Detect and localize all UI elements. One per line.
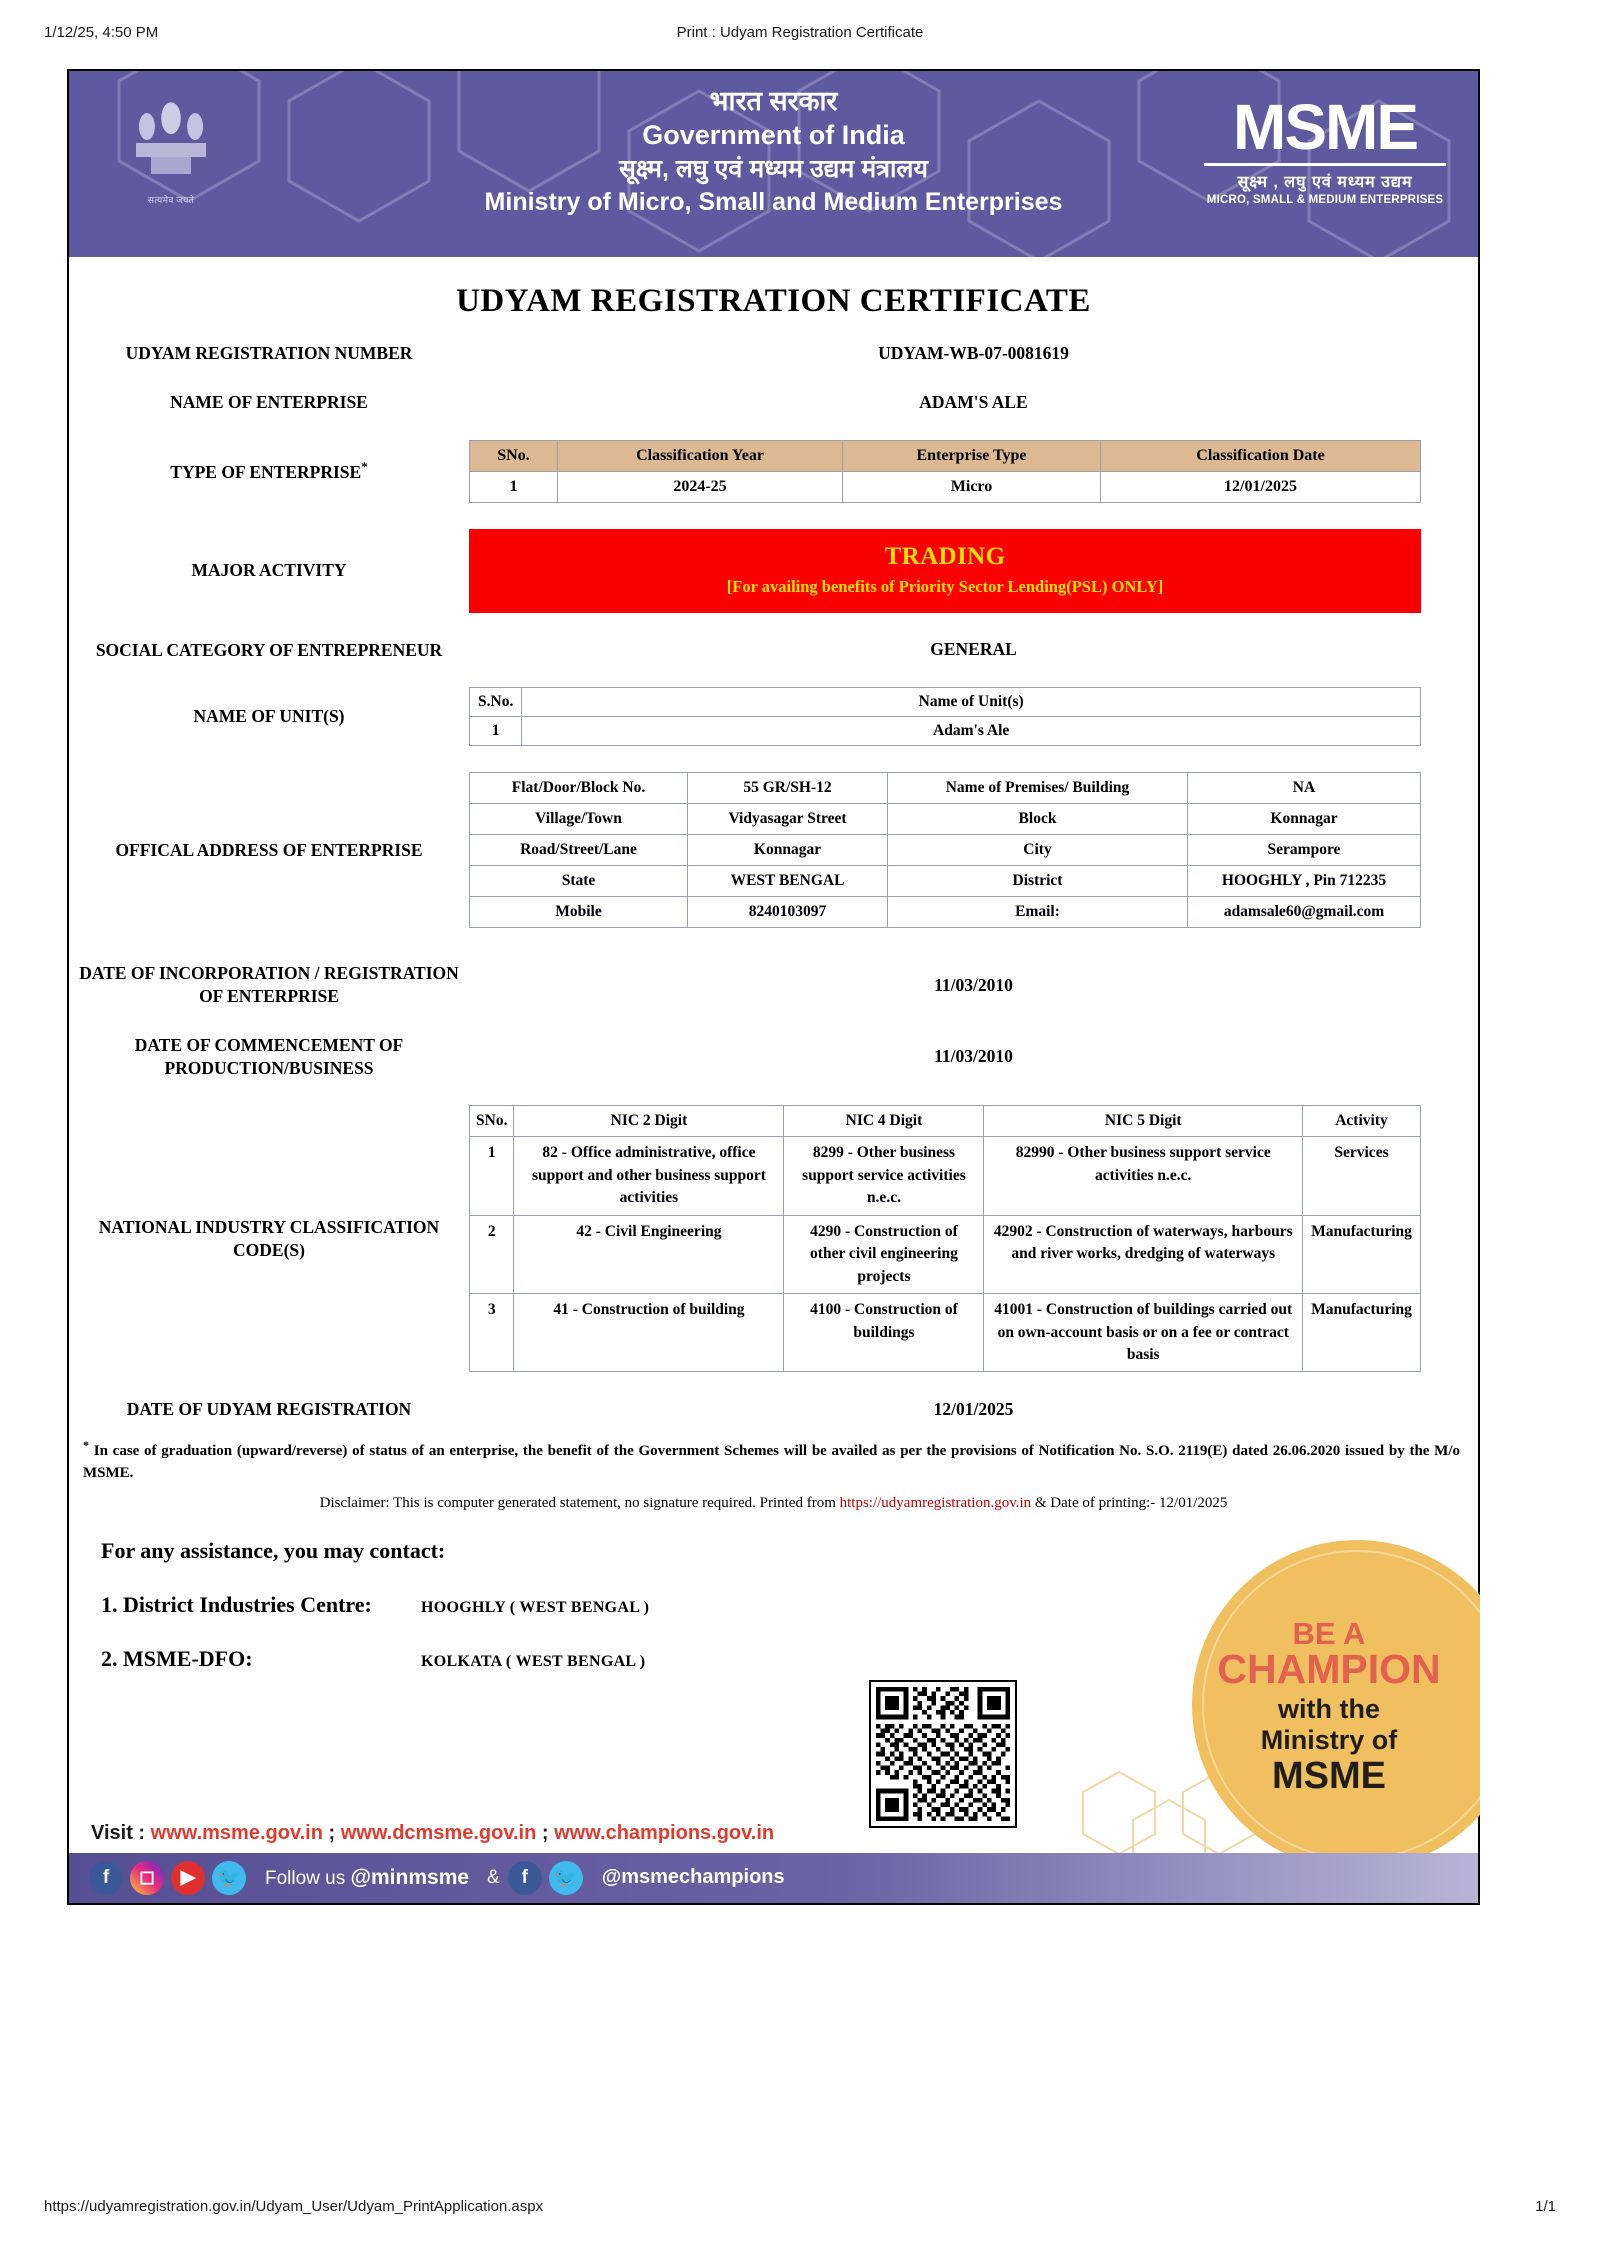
cell-addr-value-2: HOOGHLY , Pin 712235 [1188, 866, 1421, 897]
twitter-icon[interactable]: 🐦 [212, 1861, 246, 1895]
major-activity-main: TRADING [884, 542, 1006, 570]
instagram-icon[interactable]: ◻ [130, 1861, 164, 1895]
table-header-row [470, 440, 1421, 471]
official-address-table [469, 772, 1421, 928]
th-classification-year: Classification Year [558, 440, 843, 471]
name-of-units-table [469, 687, 1421, 746]
msme-logo-english: MICRO, SMALL & MEDIUM ENTERPRISES [1206, 193, 1444, 206]
cell-classification-date: 12/01/2025 [1101, 471, 1421, 502]
cell-nic-2-digit: 82 - Office administrative, office support and other business support activities [514, 1137, 784, 1215]
row-name-of-units [69, 687, 1478, 746]
contact-value-dfo: KOLKATA ( WEST BENGAL ) [421, 1652, 646, 1670]
row-social-category [69, 639, 1478, 662]
cell-addr-key-1: Road/Street/Lane [470, 835, 688, 866]
table-row [470, 1215, 1421, 1293]
champion-line-1: BE A [1292, 1615, 1366, 1651]
row-nic-codes [69, 1105, 1478, 1372]
handle-minmsme[interactable]: @minmsme [350, 1865, 470, 1889]
footnote-asterisk: * [83, 1438, 89, 1453]
visit-sep-2: ; [536, 1821, 555, 1844]
msme-logo [1200, 91, 1450, 206]
contact-label-dic: 1. District Industries Centre: [101, 1591, 372, 1617]
facebook-icon[interactable]: f [508, 1861, 542, 1895]
cell-activity: Services [1303, 1137, 1421, 1215]
cell-addr-key-2: District [888, 866, 1188, 897]
cell-addr-value-2: Serampore [1188, 835, 1421, 866]
table-row [470, 804, 1421, 835]
ministry-hindi: सूक्ष्म, लघु एवं मध्यम उद्यम मंत्रालय [619, 155, 928, 184]
nic-codes-table [469, 1105, 1421, 1372]
follow-us-text [265, 1866, 469, 1890]
cell-nic-5-digit: 41001 - Construction of buildings carried out on own-account basis or on a fee or contract basis [984, 1294, 1303, 1372]
banner-text [369, 85, 1178, 218]
champion-line-4: Ministry of [1260, 1724, 1398, 1755]
graduation-footnote [83, 1437, 1460, 1485]
visit-link-msme[interactable]: www.msme.gov.in [150, 1821, 323, 1844]
th-nic-4-digit: NIC 4 Digit [784, 1106, 984, 1137]
label-registration-number: UDYAM REGISTRATION NUMBER [125, 343, 413, 363]
gov-india-english: Government of India [642, 119, 905, 150]
row-official-address [69, 772, 1478, 928]
facebook-icon[interactable]: f [89, 1861, 123, 1895]
visit-link-champions[interactable]: www.champions.gov.in [554, 1821, 775, 1844]
th-nic-2-digit: NIC 2 Digit [514, 1106, 784, 1137]
print-footer-url: https://udyamregistration.gov.in/Udyam_User/Udyam_PrintApplication.aspx [44, 2198, 544, 2215]
cell-nic-5-digit: 82990 - Other business support service activities n.e.c. [984, 1137, 1303, 1215]
page-title: UDYAM REGISTRATION CERTIFICATE [456, 283, 1091, 319]
twitter-icon[interactable]: 🐦 [549, 1861, 583, 1895]
table-row [470, 1294, 1421, 1372]
th-sno: SNo. [470, 1106, 514, 1137]
table-row [470, 717, 1421, 746]
emblem-motto: सत्यमेव जयते [147, 195, 195, 205]
value-name-of-units [469, 687, 1478, 746]
udyam-portal-link[interactable]: https://udyamregistration.gov.in [839, 1494, 1032, 1511]
label-social-category: SOCIAL CATEGORY OF ENTREPRENEUR [95, 639, 443, 660]
assistance-section [69, 1512, 1478, 1812]
row-type-of-enterprise [69, 440, 1478, 503]
champion-line-2: CHAMPION [1217, 1645, 1441, 1692]
cell-sno: 1 [470, 1137, 514, 1215]
cell-nic-2-digit: 42 - Civil Engineering [514, 1215, 784, 1293]
government-banner [69, 71, 1478, 257]
value-type-of-enterprise [469, 440, 1478, 503]
visit-prefix: Visit : [91, 1821, 151, 1844]
th-name-of-units: Name of Unit(s) [522, 688, 1421, 717]
cell-enterprise-type: Micro [843, 471, 1101, 502]
cell-addr-key-2: City [888, 835, 1188, 866]
cell-activity: Manufacturing [1303, 1215, 1421, 1293]
row-date-udyam-registration [69, 1398, 1478, 1421]
type-of-enterprise-table [469, 440, 1421, 503]
cell-addr-key-2: Email: [888, 897, 1188, 928]
cell-sno: 2 [470, 1215, 514, 1293]
value-registration-number: UDYAM-WB-07-0081619 [878, 342, 1069, 363]
cell-addr-value-1: Konnagar [688, 835, 888, 866]
major-activity-note: [For availing benefits of Priority Sector Lending(PSL) ONLY] [726, 576, 1164, 596]
label-nic-codes: NATIONAL INDUSTRY CLASSIFICATION CODE(S) [98, 1217, 440, 1260]
table-row [470, 773, 1421, 804]
cell-addr-key-2: Block [888, 804, 1188, 835]
print-header-date: 1/12/25, 4:50 PM [44, 24, 159, 41]
table-row [470, 471, 1421, 502]
visit-links-line [69, 1816, 1478, 1853]
row-major-activity [69, 529, 1478, 613]
table-header-row [470, 1106, 1421, 1137]
th-classification-date: Classification Date [1101, 440, 1421, 471]
cell-addr-value-1: 55 GR/SH-12 [688, 773, 888, 804]
table-header-row [470, 688, 1421, 717]
cell-nic-5-digit: 42902 - Construction of waterways, harbours and river works, dredging of waterways [984, 1215, 1303, 1293]
print-header-title: Print : Udyam Registration Certificate [676, 24, 924, 41]
label-type-asterisk: * [361, 458, 368, 474]
champion-line-5: MSME [1272, 1754, 1386, 1797]
value-official-address [469, 772, 1478, 928]
table-row [470, 866, 1421, 897]
cell-addr-key-2: Name of Premises/ Building [888, 773, 1188, 804]
row-date-commencement [69, 1034, 1478, 1080]
cell-addr-value-1: Vidyasagar Street [688, 804, 888, 835]
label-name-of-units: NAME OF UNIT(S) [193, 706, 345, 727]
cell-unit-name: Adam's Ale [522, 717, 1421, 746]
major-activity-banner [469, 529, 1421, 613]
msme-logo-wordmark: MSME [1233, 91, 1417, 163]
label-date-udyam-registration: DATE OF UDYAM REGISTRATION [126, 1399, 412, 1420]
contact-label-dfo: 2. MSME-DFO: [101, 1645, 253, 1671]
label-date-commencement: DATE OF COMMENCEMENT OF PRODUCTION/BUSINESS [134, 1034, 404, 1078]
cell-addr-key-1: Mobile [470, 897, 688, 928]
cell-addr-value-2: adamsale60@gmail.com [1188, 897, 1421, 928]
qr-code-icon [876, 1687, 1010, 1821]
cell-sno: 1 [470, 717, 522, 746]
cell-nic-2-digit: 41 - Construction of building [514, 1294, 784, 1372]
handle-msmechampions[interactable]: @msmechampions [601, 1866, 785, 1889]
cell-addr-key-1: State [470, 866, 688, 897]
label-date-incorporation: DATE OF INCORPORATION / REGISTRATION OF ENTERPRISE [79, 963, 459, 1006]
assistance-heading: For any assistance, you may contact: [101, 1537, 446, 1563]
cell-addr-value-2: Konnagar [1188, 804, 1421, 835]
qr-code [869, 1680, 1017, 1828]
label-enterprise-name: NAME OF ENTERPRISE [170, 391, 368, 412]
cell-activity: Manufacturing [1303, 1294, 1421, 1372]
disclaimer [69, 1495, 1478, 1512]
champion-text [1194, 1615, 1464, 1798]
cell-addr-key-1: Village/Town [470, 804, 688, 835]
th-enterprise-type: Enterprise Type [843, 440, 1101, 471]
cell-addr-key-1: Flat/Door/Block No. [470, 773, 688, 804]
label-type-of-enterprise [69, 459, 469, 484]
cell-nic-4-digit: 8299 - Other business support service activities n.e.c. [784, 1137, 984, 1215]
visit-sep-1: ; [322, 1821, 341, 1844]
value-date-commencement: 11/03/2010 [934, 1046, 1013, 1066]
youtube-icon[interactable]: ▶ [171, 1861, 205, 1895]
contact-value-dic: HOOGHLY ( WEST BENGAL ) [421, 1598, 650, 1616]
value-date-udyam-registration: 12/01/2025 [933, 1399, 1014, 1420]
msme-logo-rule [1204, 163, 1446, 166]
row-registration-number [69, 342, 1478, 365]
value-enterprise-name: ADAM'S ALE [919, 391, 1028, 412]
value-major-activity [469, 529, 1478, 613]
value-nic-codes [469, 1105, 1478, 1372]
cell-addr-value-2: NA [1188, 773, 1421, 804]
be-a-champion-graphic [1140, 1522, 1480, 1862]
print-footer-page: 1/1 [1535, 2198, 1556, 2215]
cell-classification-year: 2024-25 [558, 471, 843, 502]
cell-nic-4-digit: 4290 - Construction of other civil engineering projects [784, 1215, 984, 1293]
label-type-of-enterprise-text: TYPE OF ENTERPRISE [170, 461, 362, 482]
follow-prefix: Follow us [265, 1867, 351, 1889]
visit-link-dcmsme[interactable]: www.dcmsme.gov.in [340, 1821, 537, 1844]
th-activity: Activity [1303, 1106, 1421, 1137]
th-sno: S.No. [470, 688, 522, 717]
table-row [470, 897, 1421, 928]
india-emblem-icon [115, 87, 227, 245]
row-enterprise-name [69, 391, 1478, 414]
cell-addr-value-1: WEST BENGAL [688, 866, 888, 897]
th-sno: SNo. [470, 440, 558, 471]
cell-sno: 3 [470, 1294, 514, 1372]
msme-logo-hindi: सूक्ष्म , लघु एवं मध्यम उद्यम [1237, 173, 1413, 191]
disclaimer-suffix: & Date of printing:- 12/01/2025 [1031, 1494, 1228, 1511]
gov-india-hindi: भारत सरकार [709, 86, 838, 116]
ministry-english: Ministry of Micro, Small and Medium Enterprises [484, 187, 1063, 216]
value-social-category: GENERAL [930, 639, 1017, 660]
row-date-incorporation [69, 962, 1478, 1008]
cell-addr-value-1: 8240103097 [688, 897, 888, 928]
table-row [470, 835, 1421, 866]
th-nic-5-digit: NIC 5 Digit [984, 1106, 1303, 1137]
label-official-address: OFFICAL ADDRESS OF ENTERPRISE [115, 839, 423, 860]
cell-nic-4-digit: 4100 - Construction of buildings [784, 1294, 984, 1372]
disclaimer-prefix: Disclaimer: This is computer generated statement, no signature required. Printed from [319, 1494, 840, 1511]
ampersand: & [487, 1866, 500, 1888]
label-major-activity: MAJOR ACTIVITY [191, 560, 347, 581]
cell-sno: 1 [470, 471, 558, 502]
table-row [470, 1137, 1421, 1215]
value-date-incorporation: 11/03/2010 [934, 974, 1013, 995]
udyam-certificate [67, 69, 1480, 1905]
footnote-text: In case of graduation (upward/reverse) of status of an enterprise, the benefit of the Government Schemes will be availed as per the provisions of Notification No. S.O. 2119(E) dated 26.06.2020 issued by the M/o MSME. [83, 1443, 1461, 1481]
champion-line-3: with the [1278, 1693, 1380, 1724]
social-media-bar [69, 1853, 1478, 1903]
